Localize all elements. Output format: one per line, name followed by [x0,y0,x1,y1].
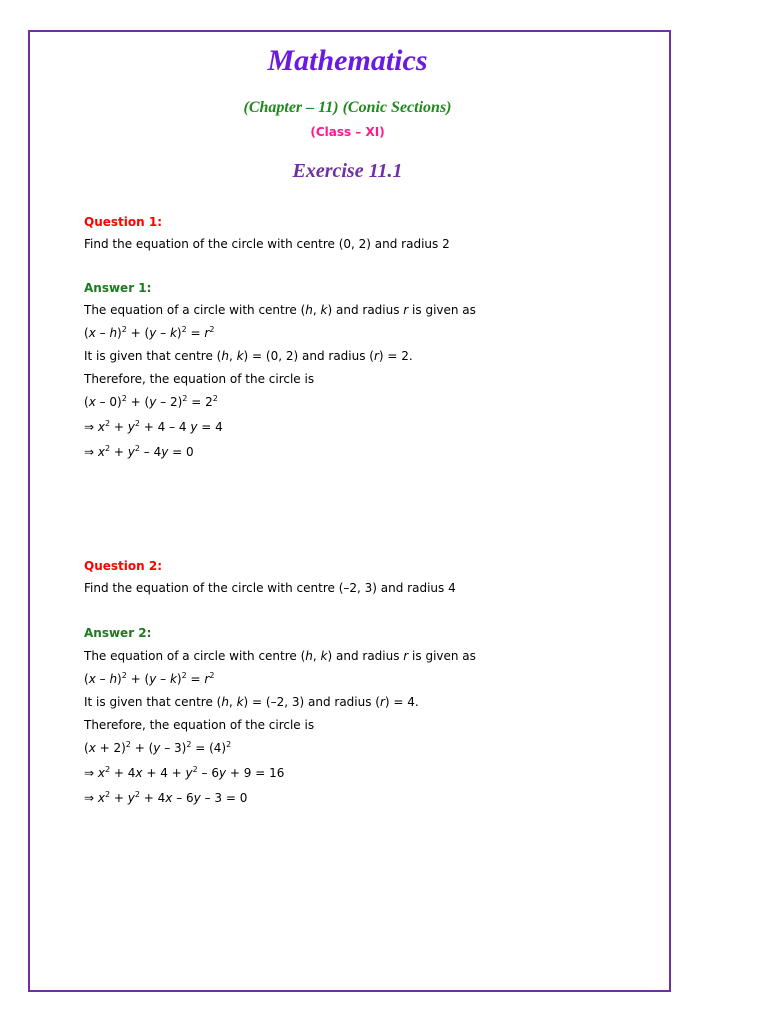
question-1-text: Find the equation of the circle with centre (0, 2) and radius 2 [84,237,450,251]
answer-1-line-4: Therefore, the equation of the circle is [84,372,315,386]
answer-1-line-6: ⇒ $x^2 + y^2 + 4 - 4$ y = 4 [84,419,223,434]
answer-2-line-6: ⇒ $x^2 + 4x + 4 + y^2 - 6y + 9 = 16$ [84,765,285,780]
answer-2-line-5: $(x + 2)^2 + (y - 3)^2 = (4)^2$ [84,740,232,755]
answer-2-line-7: ⇒ $x^2 + y^2 + 4x - 6y - 3 = 0$ [84,790,248,805]
answer-1-line-1: The equation of a circle with centre (h, k) and radius r is given as [84,303,476,317]
answer-1-line-3: It is given that centre (h, k) = (0, 2) and radius (r) = 2. [84,349,413,363]
question-1-heading: Question 1: [84,215,162,229]
question-2-heading: Question 2: [84,559,162,573]
chapter-heading: (Chapter – 11) (Conic Sections) [243,99,452,116]
answer-2-line-1: The equation of a circle with centre (h, k) and radius r is given as [84,649,476,663]
answer-1-line-2: $(x - h)^2 + (y - k)^2 = r^2$ [84,325,215,340]
answer-2-line-3: It is given that centre (h, k) = (–2, 3) and radius (r) = 4. [84,695,419,709]
answer-1-line-7: ⇒ $x^2 + y^2 - 4y = 0$ [84,444,194,459]
question-2-text: Find the equation of the circle with centre (–2, 3) and radius 4 [84,581,456,595]
answer-1-line-5: $(x - 0)^2 + (y - 2)^2 = 2^2$ [84,394,218,409]
class-label: (Class – XI) [310,125,385,139]
answer-2-line-4: Therefore, the equation of the circle is [84,718,315,732]
answer-1-heading: Answer 1: [84,281,152,295]
page-title: Mathematics [267,44,428,77]
answer-2-heading: Answer 2: [84,626,152,640]
answer-2-line-2: $(x - h)^2 + (y - k)^2 = r^2$ [84,671,215,686]
exercise-heading: Exercise 11.1 [292,160,403,182]
